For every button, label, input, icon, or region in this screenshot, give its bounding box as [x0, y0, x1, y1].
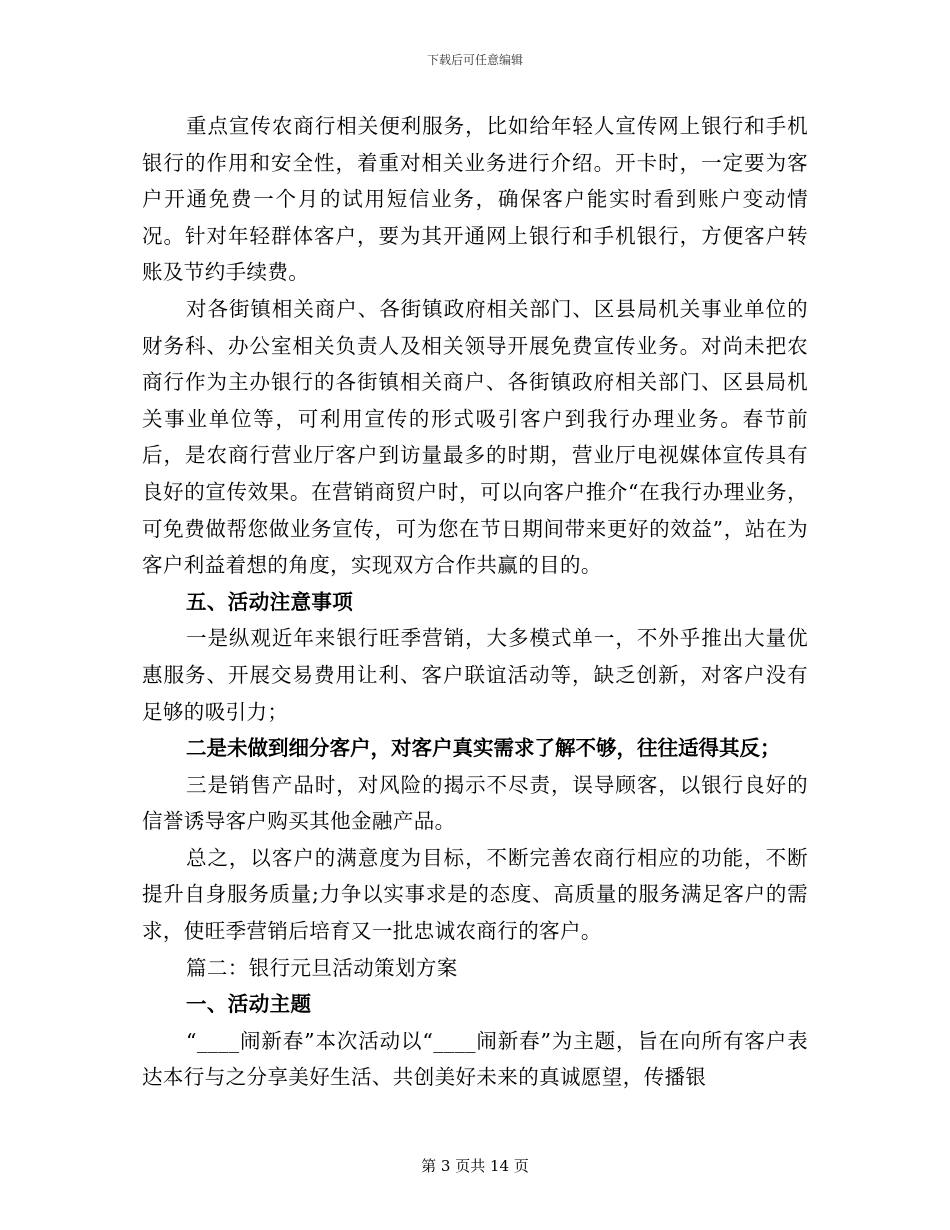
- paragraph-note-three: 三是销售产品时，对风险的揭示不尽责，误导顾客，以银行良好的信誉诱导客户购买其他金融产品。: [142, 772, 808, 834]
- paragraph-free-promotion: 对各街镇相关商户、各街镇政府相关部门、区县局机关事业单位的财务科、办公室相关负责人及相关领导开展免费宣传业务。对尚未把农商行作为主办银行的各街镇相关商户、各街镇政府相关部门、区县局机关事业单位等，可利用宣传的形式吸引客户到我行办理业务。春节前后，是农商行营业厅客户到访量最多的时期，营业厅电视媒体宣传具有良好的宣传效果。在营销商贸户时，可以向客户推介“在我行办理业务，可免费做帮您做业务宣传，可为您在节日期间带来更好的效益”，站在为客户利益着想的角度，实现双方合作共赢的目的。: [142, 296, 808, 578]
- paragraph-theme: “____闹新春”本次活动以“____闹新春”为主题，旨在向所有客户表达本行与之分享美好生活、共创美好未来的真诚愿望，传播银: [142, 1028, 808, 1090]
- section-heading-notes: 五、活动注意事项: [186, 589, 354, 614]
- page-footer: 第 3 页共 14 页: [421, 1157, 529, 1175]
- section-heading-theme: 一、活动主题: [186, 992, 312, 1017]
- paragraph-promotion-services: 重点宣传农商行相关便利服务，比如给年轻人宣传网上银行和手机银行的作用和安全性，着重对相关业务进行介绍。开卡时，一定要为客户开通免费一个月的试用短信业务，确保客户能实时看到账户变动情况。针对年轻群体客户，要为其开通网上银行和手机银行，方便客户转账及节约手续费。: [142, 114, 808, 285]
- paragraph-note-one: 一是纵观近年来银行旺季营销，大多模式单一，不外乎推出大量优惠服务、开展交易费用让利、客户联谊活动等，缺乏创新，对客户没有足够的吸引力；: [142, 626, 808, 724]
- paragraph-note-two: 二是未做到细分客户，对客户真实需求了解不够，往往适得其反；: [186, 736, 781, 761]
- document-body: [142, 108, 808, 1096]
- page-header: 下载后可任意编辑: [426, 53, 523, 67]
- paragraph-summary: 总之，以客户的满意度为目标，不断完善农商行相应的功能，不断提升自身服务质量;力争以实事求是的态度、高质量的服务满足客户的需求，使旺季营销后培育又一批忠诚农商行的客户。: [142, 845, 808, 944]
- article-title-part-two: 篇二：银行元旦活动策划方案: [186, 955, 458, 980]
